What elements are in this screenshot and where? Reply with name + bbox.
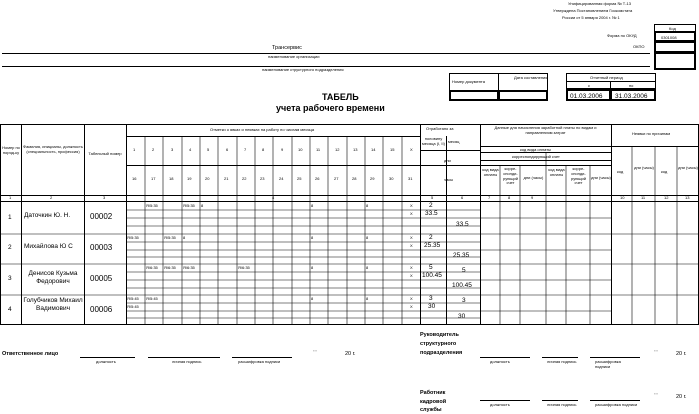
row-2-half-hours: 25.35: [424, 242, 441, 249]
form-line-1: Унифицированная форма № Т-13: [568, 1, 631, 6]
row-1-num: 1: [8, 214, 12, 221]
row-3-half-days: 5: [429, 264, 433, 271]
hr-label-1: Работник: [420, 390, 446, 396]
day-7: 7: [244, 147, 247, 152]
payroll-sub-days-2: дни (часы): [591, 175, 611, 180]
row-3-name: Денисов Кузьма Федорович: [28, 270, 78, 286]
row-2-half-days: 2: [429, 234, 433, 241]
responsible-year: 20 г.: [345, 351, 356, 357]
row-1-x: X: [410, 211, 413, 216]
head-decoding-line: [590, 357, 640, 358]
responsible-signature-line: [148, 357, 220, 358]
responsible-quote: " ": [313, 349, 317, 354]
row-4-name: Голубчиков Михаил Вадимович: [23, 297, 83, 313]
row-1-mark: Я/5:35: [146, 203, 158, 208]
row-3-num: 3: [8, 275, 12, 282]
payroll-sub-corr: корре-спонди-рующий счет: [503, 166, 518, 186]
col-marks-header: Отметки о явках и неявках на работу по числам месяца: [210, 127, 315, 132]
head-signature-line: [542, 357, 578, 358]
row-2-mark-hours: 8: [366, 235, 369, 240]
day-29: 29: [370, 176, 375, 181]
day-1: 1: [133, 147, 136, 152]
row-1-mark-hours: 8: [201, 203, 204, 208]
col-worked-header: Отработано за: [426, 126, 454, 131]
day-10: 10: [298, 147, 303, 152]
doc-date-label: Дата составления: [514, 75, 548, 80]
colnum-3: 3: [103, 195, 106, 200]
day-18: 18: [169, 176, 174, 181]
row-4-half-days: 3: [429, 295, 433, 302]
row-3-mark-hours: 8: [311, 265, 314, 270]
head-label-1: Руководитель: [420, 332, 459, 338]
responsible-position-caption: должность: [96, 359, 116, 364]
period-from-label: с: [588, 83, 590, 88]
col-half-month-header: половину месяца (I, II): [422, 136, 445, 146]
col-payroll-header: Данные для начисления заработной платы по видам и направлениям затрат: [494, 125, 597, 135]
col-corr-acct-header: корреспондирующий счет: [512, 154, 560, 159]
row-3-mark: Я/6:35: [238, 265, 250, 270]
row-2-mark-hours: 8: [183, 235, 186, 240]
row-4-month-days: 3: [462, 297, 466, 304]
col-tab-header: Табельный номер: [88, 151, 122, 156]
row-4-month-hours: 30: [458, 313, 466, 320]
row-2-x: X: [410, 243, 413, 248]
day-27: 27: [334, 176, 339, 181]
row-3-mark: Я/6:35: [146, 265, 158, 270]
hr-label-2: кадровой: [420, 399, 447, 405]
day-21: 21: [224, 176, 229, 181]
row-4-mark: Я/5:45: [127, 296, 139, 301]
day-8: 8: [262, 147, 265, 152]
row-4-x: X: [410, 304, 413, 309]
row-4-mark-hours: 8: [366, 296, 369, 301]
abs-code-1: код: [617, 169, 624, 174]
col-pay-code-header: код вида оплаты: [520, 147, 551, 152]
period-label: Отчетный период: [590, 75, 623, 80]
col-days-header: дни: [444, 158, 451, 163]
day-26: 26: [315, 176, 320, 181]
colnum-8: 8: [508, 195, 511, 200]
day-31: 31: [408, 176, 413, 181]
day-28: 28: [352, 176, 357, 181]
col-hours-header: часы: [444, 177, 454, 182]
row-3-month-days: 5: [462, 267, 466, 274]
day-x: X: [410, 147, 413, 152]
period-to-value: 31.03.2006: [615, 93, 648, 100]
abs-code-2: код: [661, 169, 668, 174]
row-3-half-hours: 100.45: [422, 272, 442, 279]
day-30: 30: [389, 176, 394, 181]
payroll-sub-code: код вида оплаты: [482, 167, 499, 177]
colnum-5: 5: [431, 195, 434, 200]
payroll-sub-corr-2: корре-спонди-рующий счет: [571, 166, 586, 186]
row-3-mark: Я/6:35: [164, 265, 176, 270]
col-absences-header: Неявки по причинам: [632, 131, 671, 136]
row-4-mark: Я/5:45: [146, 296, 158, 301]
period-to-label: по: [629, 83, 634, 88]
okud-label: Форма по ОКУД: [607, 33, 637, 38]
row-4-tab: 00006: [90, 305, 113, 314]
colnum-2: 2: [50, 195, 53, 200]
colnum-7: 7: [488, 195, 491, 200]
day-24: 24: [279, 176, 284, 181]
head-label-2: структурного: [420, 341, 457, 347]
day-12: 12: [335, 147, 340, 152]
colnum-13: 13: [685, 195, 690, 200]
abs-days-2: дни (часы): [678, 165, 698, 170]
head-decoding-caption: расшифровка подписи: [595, 359, 621, 369]
row-1-tab: 00002: [90, 212, 113, 221]
title-line-2: учета рабочего времени: [276, 103, 385, 113]
day-9: 9: [281, 147, 284, 152]
colnum-10: 10: [620, 195, 625, 200]
hr-position-caption: должность: [490, 402, 510, 407]
row-3-month-hours: 100.45: [452, 282, 472, 289]
payroll-sub-code-2: код вида оплаты: [548, 167, 565, 177]
colnum-6: 6: [461, 195, 464, 200]
row-2-num: 2: [8, 244, 12, 251]
row-1-mark-hours: 8: [366, 203, 369, 208]
payroll-sub-days: дни (часы): [523, 175, 544, 180]
row-4-half-hours: 30: [428, 303, 436, 310]
row-4-x: X: [410, 296, 413, 301]
row-1-half-hours: 33.5: [425, 210, 438, 217]
day-5: 5: [207, 147, 210, 152]
period-from-value: 01.03.2006: [570, 93, 603, 100]
day-6: 6: [226, 147, 229, 152]
head-quote: " ": [654, 349, 658, 354]
day-17: 17: [151, 176, 156, 181]
dept-caption: наименование структурного подразделения: [262, 67, 344, 72]
code-label: Код: [669, 26, 676, 31]
responsible-label: Ответственное лицо: [2, 351, 59, 357]
form-line-2: Утверждена Постановлением Госкомстата: [553, 8, 633, 13]
hr-position-line: [480, 400, 530, 401]
responsible-position-line: [80, 357, 135, 358]
colnum-4: 4: [272, 195, 275, 200]
responsible-decoding-line: [232, 357, 292, 358]
day-15: 15: [390, 147, 395, 152]
row-2-tab: 00003: [90, 243, 113, 252]
day-4: 4: [189, 147, 192, 152]
day-19: 19: [187, 176, 192, 181]
row-2-x: X: [410, 235, 413, 240]
row-3-tab: 00005: [90, 274, 113, 283]
row-2-name: Михайлова Ю С: [24, 243, 73, 250]
col-num-header: Номер по поряд-ку: [2, 145, 20, 155]
colnum-11: 11: [641, 195, 646, 200]
col-name-header: Фамилия, инициалы, должность (специальность, профессия): [23, 144, 83, 154]
hr-decoding-caption: расшифровка подписи: [595, 402, 638, 407]
head-position-line: [480, 357, 530, 358]
day-13: 13: [353, 147, 358, 152]
head-signature-caption: личная подпись: [547, 359, 577, 364]
okud-value: 0301008: [661, 35, 677, 40]
col-month-header: месяц: [448, 139, 460, 144]
abs-days-1: дни (часы): [634, 165, 654, 170]
title-line-1: ТАБЕЛЬ: [322, 92, 359, 102]
day-16: 16: [132, 176, 137, 181]
hr-signature-line: [542, 400, 578, 401]
row-3-x: X: [410, 273, 413, 278]
hr-quote: " ": [654, 392, 658, 397]
row-1-mark-hours: 8: [311, 203, 314, 208]
responsible-signature-caption: личная подпись: [172, 359, 202, 364]
colnum-12: 12: [664, 195, 669, 200]
day-25: 25: [297, 176, 302, 181]
row-1-half-days: 2: [429, 202, 433, 209]
row-2-mark: Я/5:35: [127, 235, 139, 240]
row-2-mark-hours: 8: [311, 235, 314, 240]
row-3-x: X: [410, 265, 413, 270]
day-14: 14: [371, 147, 376, 152]
day-11: 11: [316, 147, 321, 152]
head-label-3: подразделения: [420, 350, 463, 356]
hr-decoding-line: [590, 400, 640, 401]
row-3-mark: Я/6:35: [183, 265, 195, 270]
organization-name: Трансервис: [272, 45, 302, 51]
row-4-mark: Я/5:45: [127, 304, 139, 309]
row-1-name: Даточкин Ю. Н.: [24, 212, 71, 219]
row-4-mark-hours: 8: [311, 296, 314, 301]
colnum-9: 9: [531, 195, 534, 200]
row-1-x: X: [410, 203, 413, 208]
row-2-month-hours: 25.35: [453, 252, 470, 259]
day-3: 3: [171, 147, 174, 152]
hr-label-3: службы: [420, 407, 442, 413]
head-position-caption: должность: [490, 359, 510, 364]
okpo-label: ОКПО: [633, 44, 645, 49]
day-2: 2: [152, 147, 155, 152]
row-2-mark: Я/5:35: [164, 235, 176, 240]
org-caption: наименование организации: [268, 54, 320, 59]
form-line-3: России от 5 января 2004 г. № 1: [562, 15, 620, 20]
responsible-decoding-caption: расшифровка подписи: [238, 359, 281, 364]
day-20: 20: [205, 176, 210, 181]
hr-year: 20 г.: [676, 394, 687, 400]
hr-signature-caption: личная подпись: [547, 402, 577, 407]
row-1-month-hours: 33.5: [456, 221, 469, 228]
day-23: 23: [260, 176, 265, 181]
row-4-num: 4: [8, 306, 12, 313]
doc-number-label: Номер документа: [452, 79, 485, 84]
row-1-mark: Я/5:35: [183, 203, 195, 208]
colnum-1: 1: [9, 195, 12, 200]
head-year: 20 г.: [676, 351, 687, 357]
row-3-mark-hours: 8: [366, 265, 369, 270]
day-22: 22: [242, 176, 247, 181]
